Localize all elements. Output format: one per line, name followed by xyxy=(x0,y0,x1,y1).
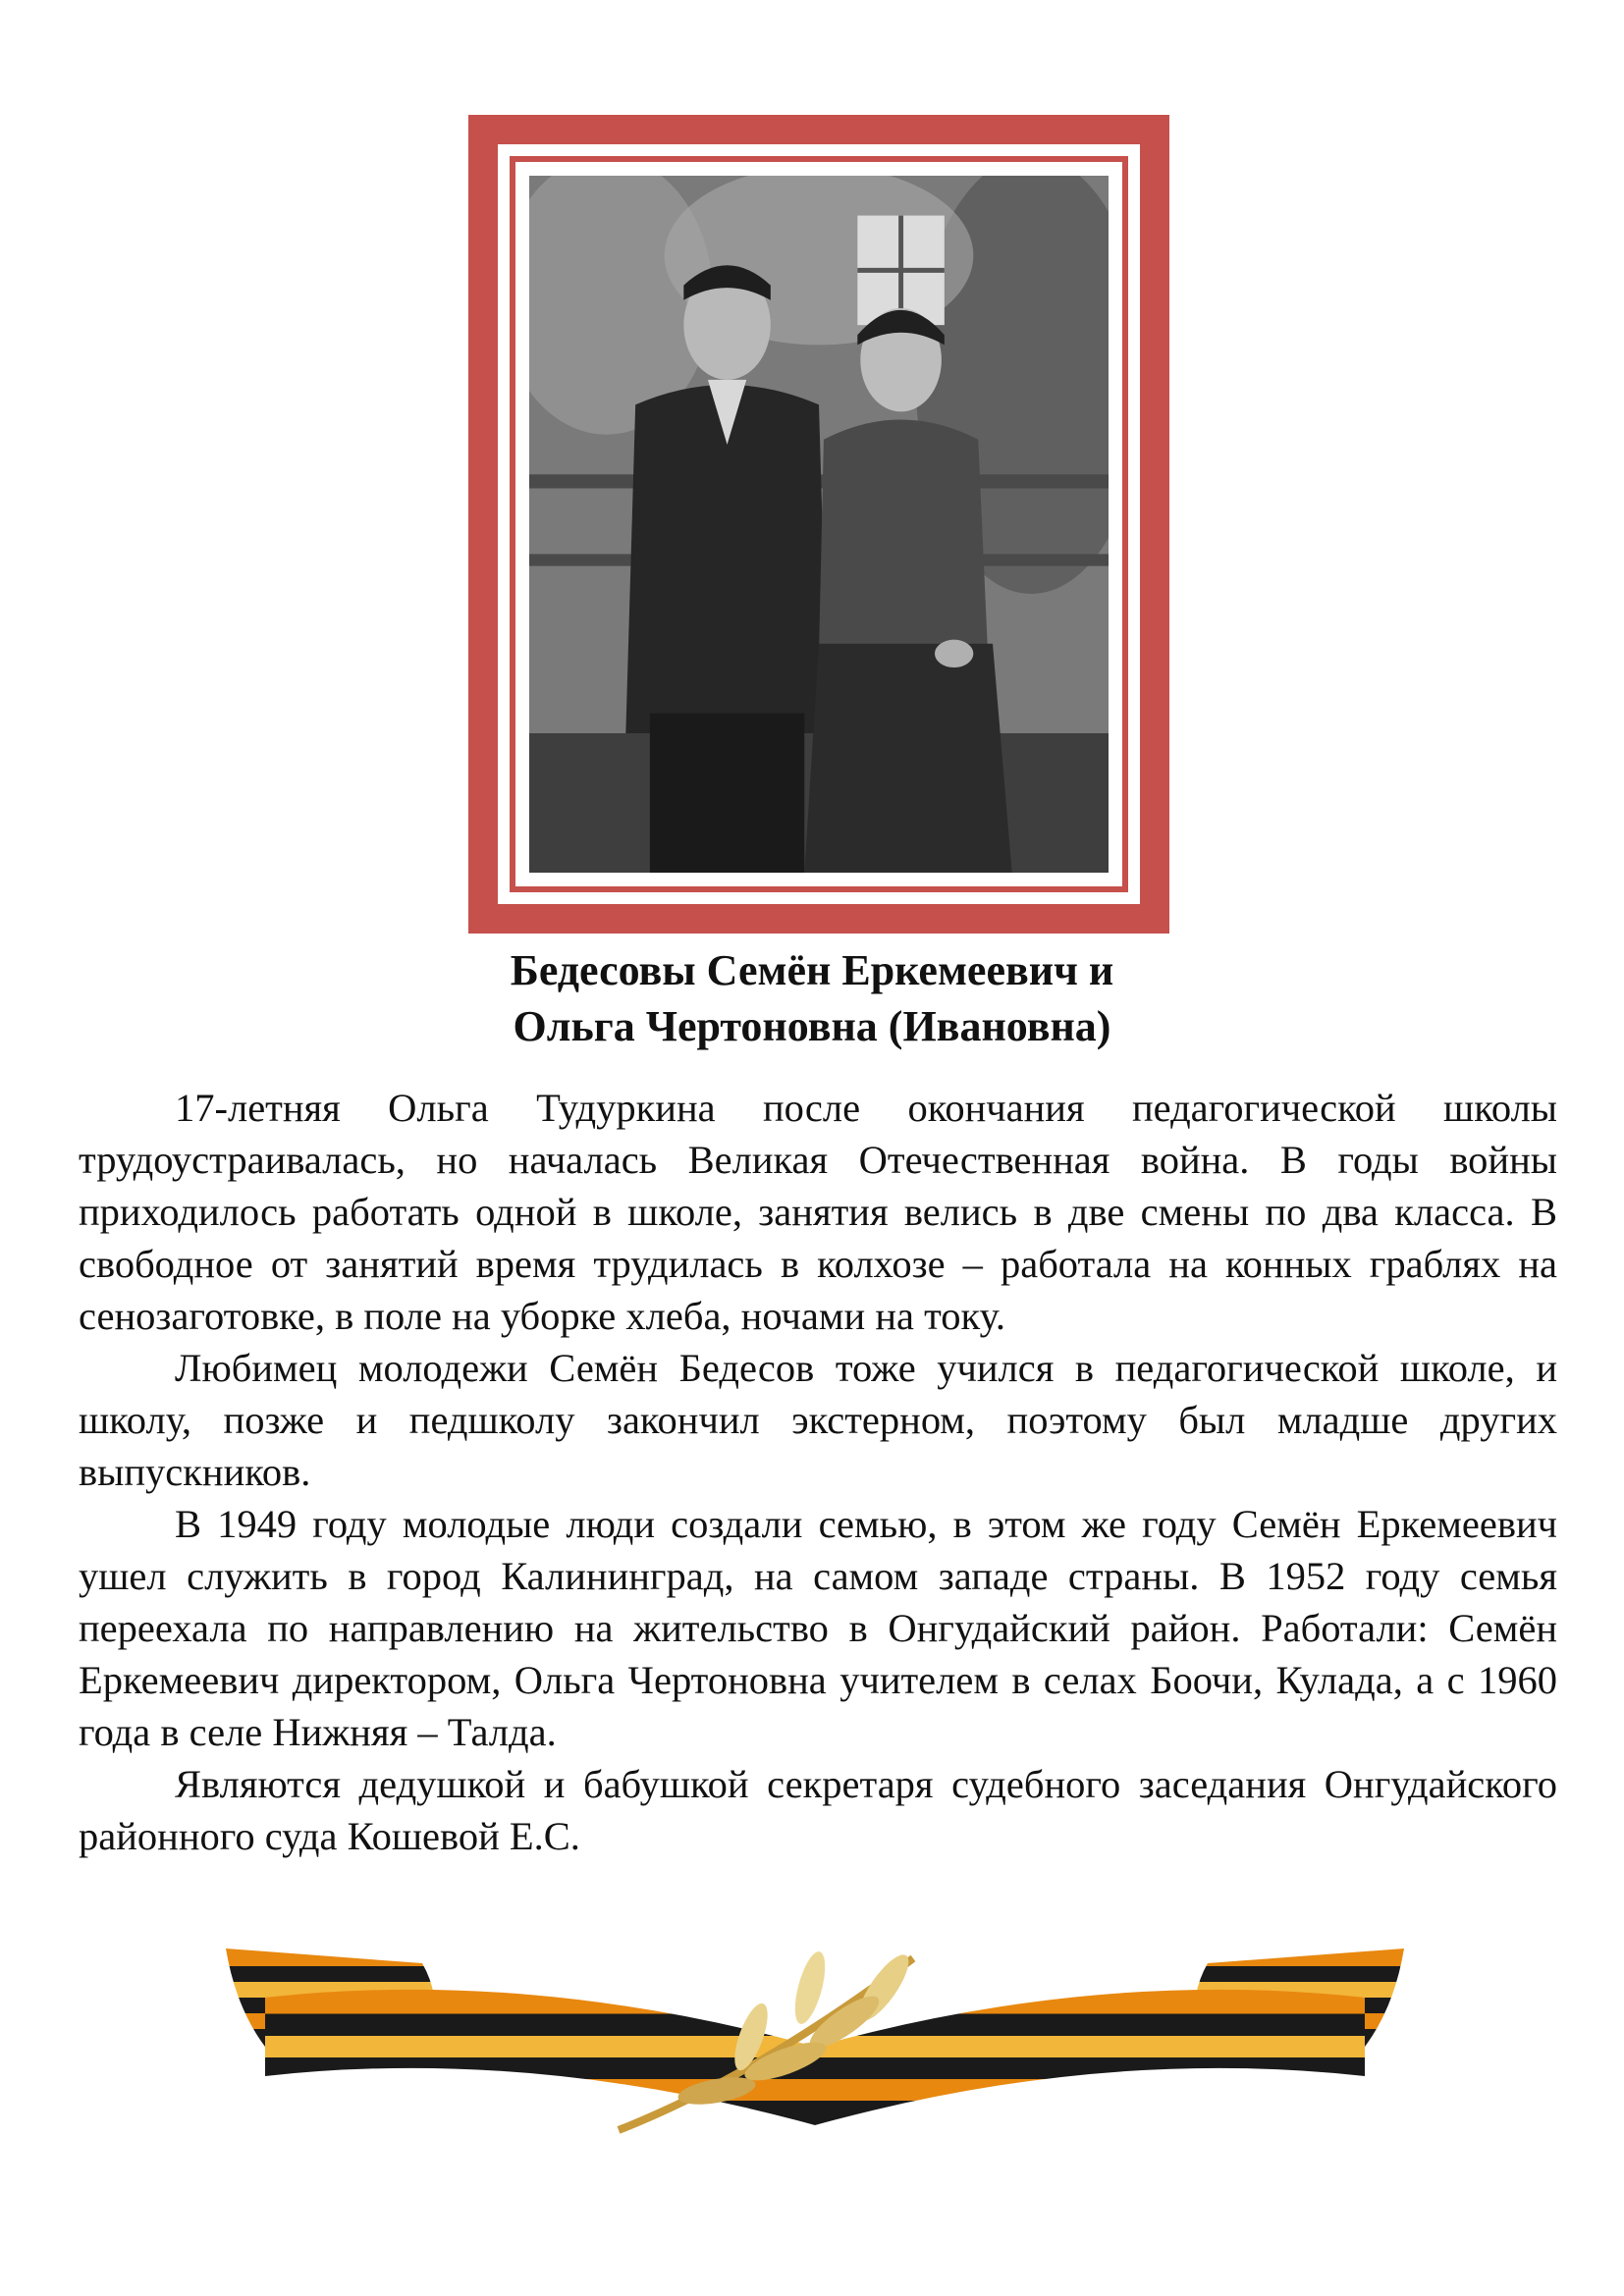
photo-mat xyxy=(498,144,1140,904)
paragraph-2: Любимец молодежи Семён Бедесов тоже учился в педагогической школе, и школу, позже и педшколу закончил экстерном, поэтому был младше других выпускников. xyxy=(79,1346,1557,1494)
paragraph-4: Являются дедушкой и бабушкой секретаря судебного заседания Онгудайского районного суда Кошевой Е.С. xyxy=(79,1762,1557,1858)
photo-frame xyxy=(468,115,1169,934)
photo-border xyxy=(510,156,1128,892)
caption-line-2: Ольга Чертоновна (Ивановна) xyxy=(513,1002,1111,1050)
couple-portrait-photo xyxy=(529,176,1109,873)
st-george-ribbon-icon xyxy=(206,1929,1424,2145)
article-text xyxy=(79,1082,1557,1862)
ribbon-drawing xyxy=(206,1929,1424,2145)
paragraph-1: 17-летняя Ольга Тудуркина после окончания педагогической школы трудоустраивалась, но началась Великая Отечественная война. В годы войны приходилось работать одной в школе, занятия велись в две смены по два класса. В свободное от занятий время трудилась в колхозе – работала на конных граблях на сенозаготовке, в поле на уборке хлеба, ночами на току. xyxy=(79,1086,1557,1338)
paragraph-3: В 1949 году молодые люди создали семью, в этом же году Семён Еркемеевич ушел служить в город Калининград, на самом западе страны. В 1952 году семья переехала по направлению на жительство в Онгудайский район. Работали: Семён Еркемеевич директором, Ольга Чертоновна учителем в селах Боочи, Кулада, а с 1960 года в селе Нижняя – Талда. xyxy=(79,1502,1557,1754)
photo-drawing xyxy=(529,176,1109,873)
caption xyxy=(295,942,1329,1054)
caption-line-1: Бедесовы Семён Еркемеевич и xyxy=(510,946,1114,994)
